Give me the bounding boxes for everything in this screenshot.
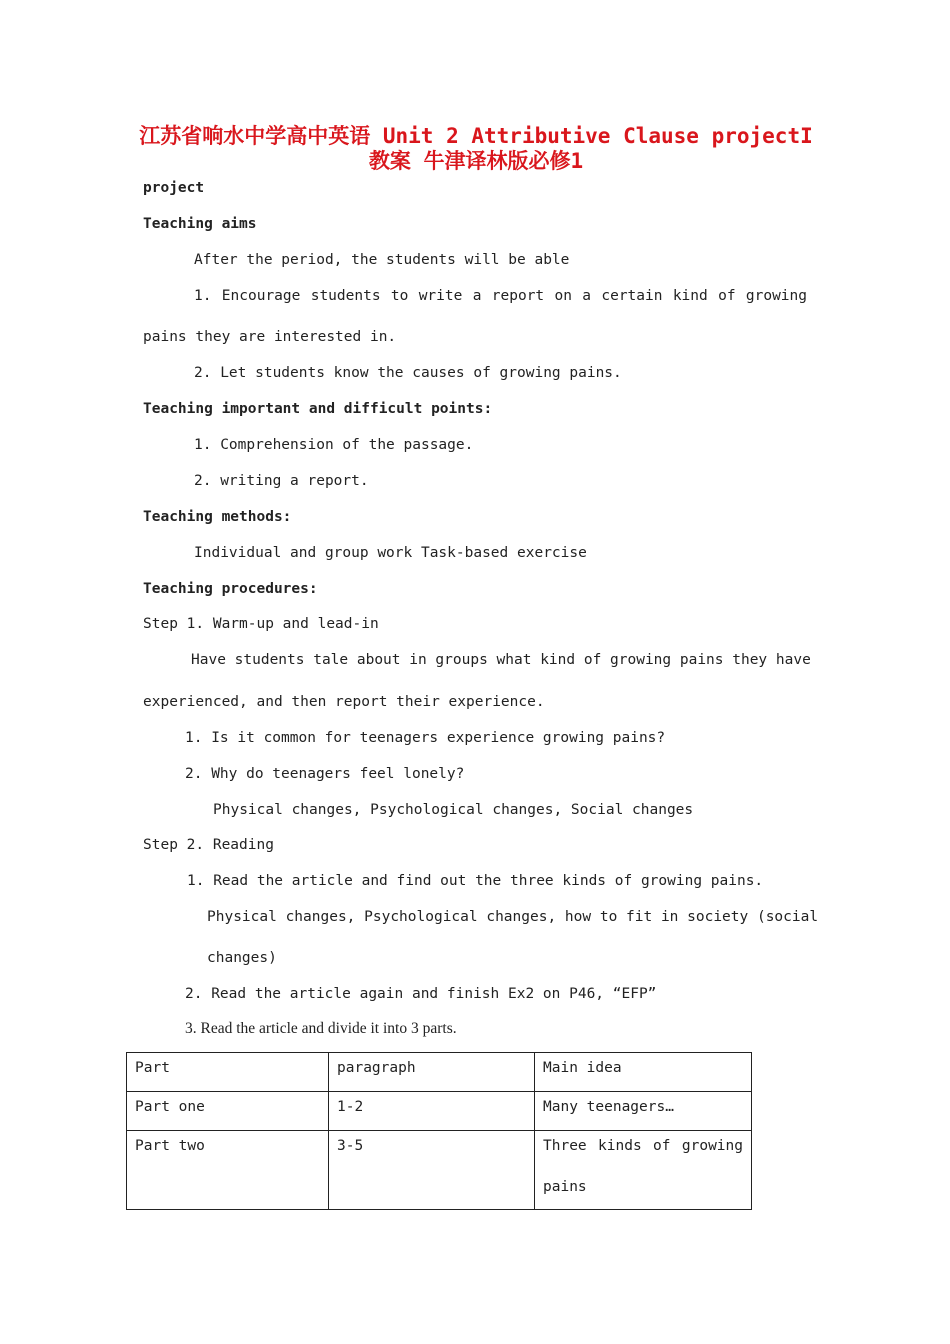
table-cell: Part one <box>127 1092 329 1131</box>
step-2-heading: Step 2. Reading <box>143 837 274 853</box>
table-cell: 1-2 <box>329 1092 535 1131</box>
point-2: 2. writing a report. <box>194 473 369 489</box>
table-cell-text-line-1: Three kinds of growing <box>543 1138 743 1154</box>
question-2: 2. Why do teenagers feel lonely? <box>185 766 465 782</box>
step-1-text-line-1: Have students tale about in groups what kind of growing pains they have <box>191 652 811 668</box>
aims-intro: After the period, the students will be able <box>194 252 570 268</box>
point-1: 1. Comprehension of the passage. <box>194 437 474 453</box>
reading-task-1-answer-line-1: Physical changes, Psychological changes, how to fit in society (social <box>207 909 819 925</box>
aim-1-line-1: 1. Encourage students to write a report on a certain kind of growing <box>194 288 807 304</box>
heading-teaching-methods: Teaching methods: <box>143 509 292 525</box>
heading-teaching-procedures: Teaching procedures: <box>143 581 318 597</box>
step-1-text-line-2: experienced, and then report their experience. <box>143 694 545 710</box>
section-label-project: project <box>143 180 205 196</box>
aim-2: 2. Let students know the causes of growing pains. <box>194 365 622 381</box>
reading-task-3: 3. Read the article and divide it into 3 parts. <box>185 1020 457 1037</box>
step-1-heading: Step 1. Warm-up and lead-in <box>143 616 379 632</box>
aim-1-line-2: pains they are interested in. <box>143 329 397 345</box>
table-header-cell: Part <box>127 1053 329 1092</box>
parts-table <box>126 1052 752 1210</box>
table-cell-text-line-2: pains <box>543 1179 587 1195</box>
heading-important-points: Teaching important and difficult points: <box>143 401 493 417</box>
reading-task-1-answer-line-2: changes) <box>207 950 277 966</box>
table-cell: Many teenagers… <box>535 1092 752 1131</box>
question-2-answer: Physical changes, Psychological changes, Social changes <box>213 802 694 818</box>
table-cell-main-idea <box>535 1131 752 1210</box>
table-row <box>127 1092 752 1131</box>
document-title-line2: 教案 牛津译林版必修1 <box>368 149 584 173</box>
table-header-cell: paragraph <box>329 1053 535 1092</box>
document-title-line1: 江苏省响水中学高中英语 Unit 2 Attributive Clause projectI <box>139 124 813 148</box>
reading-task-2: 2. Read the article again and finish Ex2 on P46, “EFP” <box>185 986 657 1002</box>
methods-text: Individual and group work Task-based exercise <box>194 545 587 561</box>
reading-task-1: 1. Read the article and find out the three kinds of growing pains. <box>187 873 764 889</box>
table-cell: Part two <box>127 1131 329 1210</box>
question-1: 1. Is it common for teenagers experience growing pains? <box>185 730 666 746</box>
table-row <box>127 1131 752 1210</box>
heading-teaching-aims: Teaching aims <box>143 216 257 232</box>
table-header-cell: Main idea <box>535 1053 752 1092</box>
table-header-row <box>127 1053 752 1092</box>
table-cell: 3-5 <box>329 1131 535 1210</box>
